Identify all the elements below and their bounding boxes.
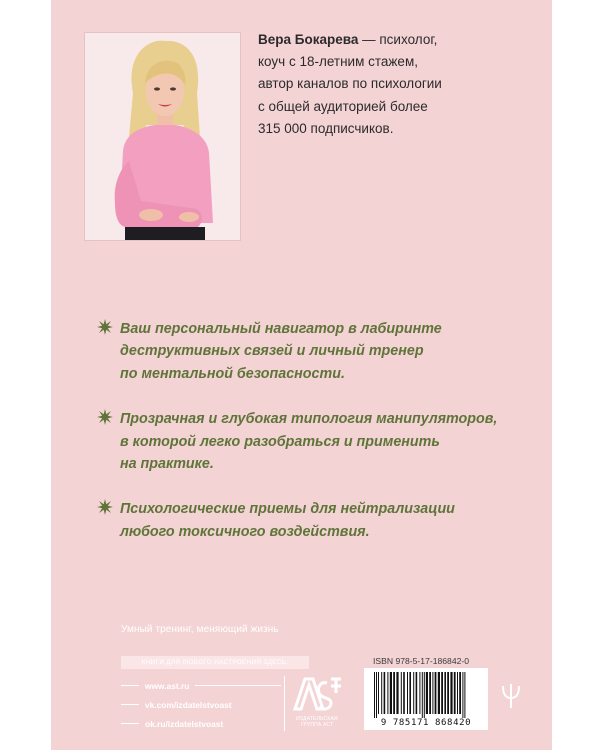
publisher-caption [291,716,343,728]
barcode-bar [374,672,375,718]
author-bio-line: с общей аудиторией более [258,98,428,114]
feature-line: по ментальной безопасности. [120,365,345,382]
barcode-bar [444,672,446,714]
feature-line: Прозрачная и глубокая типология манипуляторов, [120,411,498,428]
barcode-bar [447,672,449,714]
barcode-bar [378,672,379,714]
publisher-logo-text: АСТ [316,701,318,702]
star-burst-icon [97,319,113,335]
barcode-bar [422,672,423,718]
barcode-bar [459,672,461,714]
link-rule [121,704,139,705]
feature-line: любого токсичного воздействия. [120,523,370,540]
feature-item [97,318,517,385]
publisher-logo [291,673,343,731]
barcode-digits: 9 785171 868420 [380,718,472,728]
barcode-bar [390,672,392,714]
author-portrait-illustration [85,33,240,240]
feature-line: Психологические приемы для нейтрализации [120,501,455,518]
barcode-bar [429,672,431,714]
author-bio-line: 315 000 подписчиков. [258,120,394,136]
barcode-bar [441,672,443,714]
feature-list [97,318,517,566]
social-links [121,676,281,733]
barcode-bar [419,672,420,714]
author-bio [258,29,508,140]
feature-text [120,498,517,543]
barcode-bar [424,672,425,718]
author-photo [84,32,241,241]
psi-logo-icon [501,683,521,709]
link-rule [121,723,139,724]
barcode [364,668,488,730]
feature-line: деструктивных связей и личный тренер [120,343,424,360]
link-row [121,714,281,733]
vk-link[interactable]: vk.com/izdatelstvoast [145,699,232,710]
barcode-bar [413,672,414,714]
barcode-bar [401,672,402,714]
author-bio-line: коуч с 18-летним стажем, [258,54,418,70]
barcode-bar [403,672,405,714]
barcode-bar [396,672,398,714]
feature-line: на практике. [120,456,214,473]
barcode-bar [454,672,456,714]
feature-text [120,318,517,385]
barcode-bar [384,672,386,714]
barcode-bar [381,672,382,714]
link-rule [195,685,281,686]
publisher-caption-line: ГРУППА АСТ [300,722,334,728]
star-burst-icon [97,499,113,515]
barcode-bar [435,672,437,714]
barcode-bar [393,672,395,714]
barcode-bar [464,672,465,718]
feature-text [120,408,517,475]
link-row [121,695,281,714]
publisher-caption-line: ИЗДАТЕЛЬСКАЯ [296,716,338,722]
barcode-bar [407,672,408,714]
barcode-bar [432,672,433,714]
barcode-bar [438,672,440,714]
star-burst-icon [97,409,113,425]
author-name: Вера Бокарева [258,32,359,47]
feature-item [97,498,517,543]
author-bio-line: автор каналов по психологии [258,76,442,92]
barcode-bar [409,672,411,714]
barcode-bars [372,672,480,718]
isbn-label: ISBN 978-5-17-186842-0 [373,656,470,666]
author-bio-line: — психолог, [358,32,438,47]
promo-label: КНИГИ ДЛЯ ЛЮБОГО НАСТРОЕНИЯ ЗДЕСЬ: [121,656,309,669]
website-link[interactable]: www.ast.ru [145,680,190,691]
book-back-cover [51,0,552,750]
ast-logo-mark [291,673,343,715]
barcode-bar [376,672,377,718]
ok-link[interactable]: ok.ru/izdatelstvoast [145,718,224,729]
link-row [121,676,281,695]
vertical-divider [284,676,285,731]
barcode-bar [426,672,428,714]
link-rule [121,685,139,686]
feature-line: в которой легко разобраться и применить [120,433,440,450]
barcode-bar [387,672,388,714]
barcode-bar [416,672,418,714]
feature-line: Ваш персональный навигатор в лабиринте [120,321,442,337]
barcode-bar [457,672,458,714]
feature-item [97,408,517,475]
series-tagline: Умный тренинг, меняющий жизнь [121,624,279,635]
barcode-bar [462,672,463,718]
barcode-bar [450,672,452,714]
